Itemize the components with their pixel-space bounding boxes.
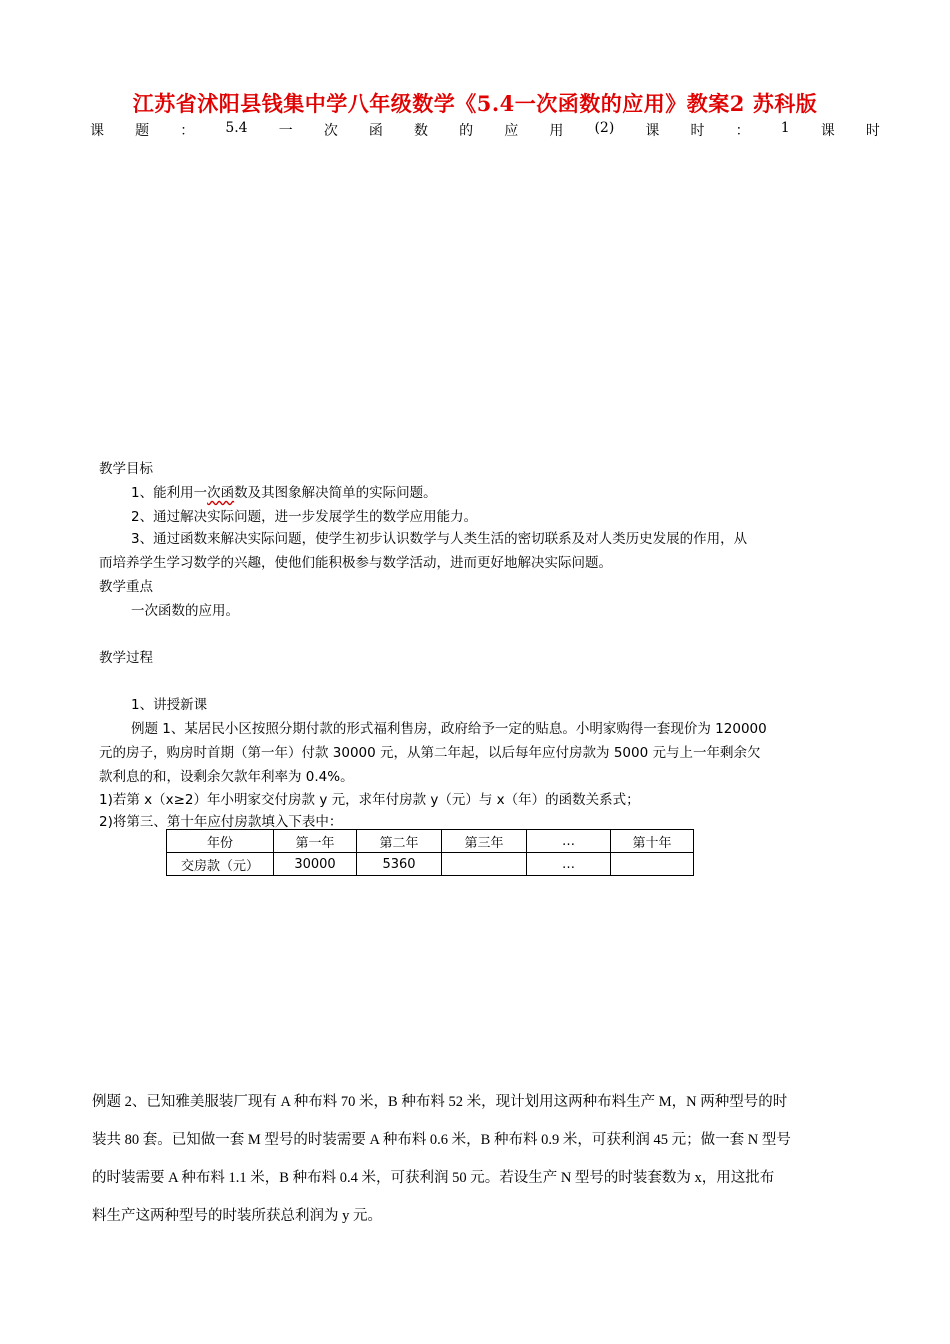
- goal-item-1: [131, 481, 437, 501]
- table-header-cell: 第二年: [357, 830, 442, 853]
- goals-heading: 教学目标: [99, 461, 153, 477]
- document-title: 江苏省沭阳县钱集中学八年级数学《5.4一次函数的应用》教案2 苏科版: [132, 91, 818, 116]
- subject-char: 时: [690, 123, 705, 139]
- subject-char: 课: [90, 123, 104, 139]
- subject-char: 一: [278, 123, 293, 139]
- subject-char: 用: [549, 123, 564, 139]
- goal-item-3-line1: 3、通过函数来解决实际问题，使学生初步认识数学与人类生活的密切联系及对人类历史发展的作用，从: [131, 531, 748, 547]
- table-cell: [442, 853, 527, 876]
- payment-table: [166, 829, 694, 876]
- goal-text: 1、能利用一: [131, 485, 208, 501]
- example1-line3: 款利息的和，设剩余欠款年利率为 0.4%。: [99, 769, 354, 785]
- subject-char: 的: [459, 123, 474, 139]
- table-header-cell: 年份: [167, 830, 274, 853]
- spellcheck-underline: 次函: [207, 485, 235, 501]
- subject-char: 次: [323, 123, 338, 139]
- goal-text: 数及其图象解决简单的实际问题。: [234, 485, 437, 501]
- subject-char: 题: [135, 123, 150, 139]
- key-points-content: 一次函数的应用。: [131, 603, 239, 619]
- subject-char: (2): [594, 120, 615, 136]
- example2-line4: 料生产这两种型号的时装所获总利润为 y 元。: [92, 1208, 382, 1224]
- example2-line3: 的时装需要 A 种布料 1.1 米，B 种布料 0.4 米，可获利润 50 元。若设生产 N 型号的时装套数为 x，用这批布: [92, 1170, 775, 1186]
- process-heading: 教学过程: [99, 650, 153, 666]
- example2-line1: 例题 2、已知雅美服装厂现有 A 种布料 70 米，B 种布料 52 米，现计划用这两种布料生产 M，N 两种型号的时: [92, 1094, 788, 1110]
- subject-char: 课: [820, 123, 835, 139]
- table-header-cell: 第一年: [274, 830, 357, 853]
- subject-char: 课: [645, 123, 660, 139]
- table-cell: 交房款（元）: [167, 853, 274, 876]
- table-header-row: [167, 830, 694, 853]
- table-cell: …: [527, 853, 611, 876]
- section-new-lesson: 1、讲授新课: [131, 697, 208, 713]
- example2: [92, 1087, 882, 1232]
- subject-char: 函: [368, 123, 383, 139]
- subject-char: 数: [414, 123, 429, 139]
- example1-line2: 元的房子，购房时首期（第一年）付款 30000 元，从第二年起，以后每年应付房款为 5000 元与上一年剩余欠: [99, 745, 761, 761]
- subject-char: 应: [504, 123, 519, 139]
- subject-char: ：: [180, 123, 195, 139]
- subject-char: 1: [780, 120, 790, 136]
- question-1: 1)若第 x（x≥2）年小明家交付房款 y 元，求年付房款 y（元）与 x（年）的函数关系式；: [99, 792, 640, 808]
- table-header-cell: 第十年: [611, 830, 694, 853]
- key-points-heading: 教学重点: [99, 579, 153, 595]
- question-2: 2)将第三、第十年应付房款填入下表中：: [99, 814, 343, 830]
- goal-item-2: 2、通过解决实际问题，进一步发展学生的数学应用能力。: [131, 509, 478, 525]
- subject-char: 5.4: [225, 120, 248, 136]
- subject-char: 时: [865, 123, 880, 139]
- subject-line: [90, 120, 880, 140]
- example2-line2: 装共 80 套。已知做一套 M 型号的时装需要 A 种布料 0.6 米，B 种布料 0.9 米，可获利润 45 元；做一套 N 型号: [92, 1132, 791, 1148]
- table-cell: 30000: [274, 853, 357, 876]
- table-row: [167, 853, 694, 876]
- table-header-cell: 第三年: [442, 830, 527, 853]
- table-cell: [611, 853, 694, 876]
- table-header-cell: …: [527, 830, 611, 853]
- subject-char: ：: [735, 123, 750, 139]
- table-cell: 5360: [357, 853, 442, 876]
- goal-item-3-line2: 而培养学生学习数学的兴趣，使他们能积极参与数学活动，进而更好地解决实际问题。: [99, 555, 612, 571]
- example1-line1: 例题 1、某居民小区按照分期付款的形式福利售房，政府给予一定的贴息。小明家购得一套现价为 120000: [131, 721, 767, 737]
